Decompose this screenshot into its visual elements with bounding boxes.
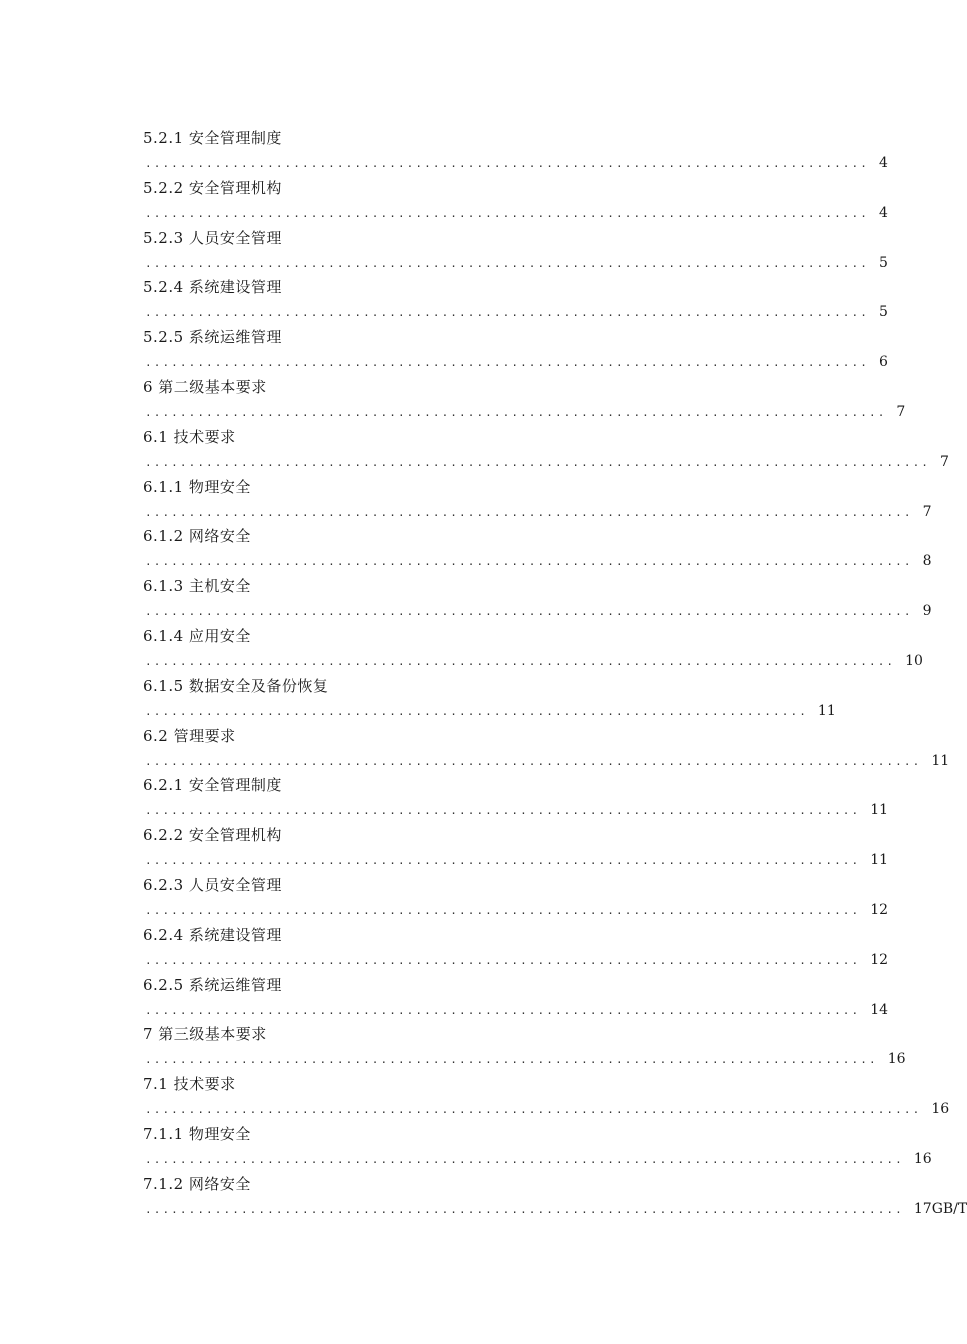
- toc-entry-title[interactable]: 5.2.4 系统建设管理: [143, 278, 282, 297]
- dot-leader: ........................................................................................: [145, 555, 913, 569]
- dot-leader: ..........................................................................................: [145, 455, 931, 469]
- dot-leader: ...................................................................................: [145, 306, 869, 320]
- toc-entry[interactable]: [143, 773, 889, 823]
- toc-entry-leader: [145, 1048, 906, 1070]
- toc-entry[interactable]: [143, 873, 889, 923]
- toc-page-number: 6: [878, 354, 888, 371]
- toc-entry-leader: [145, 949, 888, 971]
- toc-page-number: 11: [931, 752, 950, 769]
- dot-leader: ..................................................................................: [145, 953, 861, 967]
- toc-page-number: 11: [870, 852, 889, 869]
- toc-page-number: 16: [887, 1051, 906, 1068]
- toc-entry[interactable]: [143, 624, 923, 674]
- toc-entry-title[interactable]: 6.1.3 主机安全: [143, 577, 251, 596]
- toc-entry[interactable]: [143, 524, 932, 574]
- dot-leader: ......................................................................................: [145, 654, 896, 668]
- toc-page-number: 12: [870, 951, 889, 968]
- toc-page-number: 4: [878, 204, 888, 221]
- toc-entry-leader: [145, 451, 949, 473]
- toc-entry[interactable]: [143, 375, 906, 425]
- dot-leader: ..................................................................................: [145, 804, 861, 818]
- dot-leader: ............................................................................: [145, 704, 808, 718]
- toc-entry-title[interactable]: 6.1.4 应用安全: [143, 626, 251, 645]
- dot-leader: .........................................................................................: [145, 754, 922, 768]
- toc-entry-title[interactable]: 6.2.4 系统建设管理: [143, 925, 282, 944]
- table-of-contents: [143, 126, 967, 1222]
- toc-page-number: 7: [896, 403, 906, 420]
- toc-entry[interactable]: [143, 176, 888, 226]
- dot-leader: ...................................................................................: [145, 256, 869, 270]
- dot-leader: ...................................................................................: [145, 356, 869, 370]
- toc-entry-title[interactable]: 5.2.1 安全管理制度: [143, 129, 282, 147]
- toc-entry-leader: [145, 999, 888, 1021]
- toc-entry[interactable]: [143, 1122, 932, 1172]
- toc-page-number: 5: [878, 254, 888, 271]
- dot-leader: ........................................................................................: [145, 605, 913, 619]
- toc-entry[interactable]: [143, 226, 888, 276]
- toc-page-number: 9: [922, 603, 932, 620]
- toc-entry-title[interactable]: 7.1 技术要求: [143, 1075, 236, 1094]
- toc-entry-title[interactable]: 6.1.2 网络安全: [143, 527, 251, 546]
- toc-entry-leader: [145, 1198, 967, 1220]
- toc-entry-leader: [145, 252, 888, 274]
- toc-entry-title[interactable]: 5.2.3 人员安全管理: [143, 228, 282, 247]
- toc-page-number: 7: [922, 503, 932, 520]
- toc-entry[interactable]: [143, 1072, 950, 1122]
- toc-page-number: 16: [913, 1150, 932, 1167]
- toc-page-number: 12: [870, 901, 889, 918]
- toc-entry-leader: [145, 401, 905, 423]
- dot-leader: ...................................................................................: [145, 206, 869, 220]
- toc-entry[interactable]: [143, 126, 888, 176]
- toc-entry[interactable]: [143, 973, 889, 1023]
- toc-entry-title[interactable]: 6.1.1 物理安全: [143, 477, 251, 496]
- toc-entry-leader: [145, 799, 888, 821]
- toc-entry-leader: [145, 750, 949, 772]
- toc-entry[interactable]: [143, 674, 836, 724]
- toc-page-number: 17GB/T: [913, 1200, 967, 1217]
- toc-page-number: 7: [940, 453, 949, 470]
- toc-entry[interactable]: [143, 1172, 967, 1222]
- dot-leader: ..................................................................................: [145, 903, 861, 917]
- dot-leader: ........................................................................................: [145, 505, 913, 519]
- dot-leader: ..................................................................................: [145, 854, 861, 868]
- toc-page-number: 11: [817, 702, 836, 719]
- dot-leader: ...................................................................................: [145, 157, 869, 170]
- toc-entry-leader: [145, 301, 888, 323]
- toc-entry-leader: [145, 152, 888, 174]
- dot-leader: .........................................................................................: [145, 1103, 922, 1117]
- toc-entry-leader: [145, 1148, 932, 1170]
- toc-entry-leader: [145, 1098, 949, 1120]
- toc-entry[interactable]: [143, 425, 949, 475]
- dot-leader: .......................................................................................: [145, 1202, 904, 1216]
- dot-leader: ....................................................................................: [145, 1053, 878, 1067]
- toc-entry-leader: [145, 650, 923, 672]
- toc-page-number: 5: [878, 304, 888, 321]
- toc-entry[interactable]: [143, 823, 889, 873]
- toc-entry-title[interactable]: 6.1 技术要求: [143, 427, 236, 446]
- toc-entry[interactable]: [143, 574, 932, 624]
- toc-entry-title[interactable]: 6.2.3 人员安全管理: [143, 875, 282, 894]
- toc-entry[interactable]: [143, 275, 888, 325]
- toc-entry[interactable]: [143, 1022, 906, 1072]
- toc-entry-leader: [145, 202, 888, 224]
- toc-entry-leader: [145, 849, 888, 871]
- toc-entry-title[interactable]: 6.1.5 数据安全及备份恢复: [143, 676, 329, 695]
- toc-entry-title[interactable]: 6.2.5 系统运维管理: [143, 975, 282, 994]
- toc-page-number: 10: [905, 652, 923, 669]
- toc-entry-leader: [145, 700, 836, 722]
- toc-entry-title[interactable]: 7.1.1 物理安全: [143, 1124, 251, 1143]
- toc-entry[interactable]: [143, 923, 889, 973]
- toc-page-number: 8: [922, 553, 932, 570]
- toc-page-number: 11: [870, 802, 889, 819]
- toc-entry-title[interactable]: 6.2 管理要求: [143, 726, 236, 745]
- toc-entry-leader: [145, 550, 932, 572]
- toc-entry[interactable]: [143, 724, 950, 774]
- toc-page-number: 14: [870, 1001, 889, 1018]
- toc-entry-title[interactable]: 6 第二级基本要求: [143, 377, 267, 396]
- dot-leader: .....................................................................................: [145, 405, 887, 419]
- toc-entry-title[interactable]: 6.2.2 安全管理机构: [143, 826, 282, 845]
- dot-leader: .......................................................................................: [145, 1152, 904, 1166]
- toc-page-number: 4: [878, 155, 888, 171]
- toc-entry-title[interactable]: 7.1.2 网络安全: [143, 1174, 251, 1193]
- toc-entry-title[interactable]: 6.2.1 安全管理制度: [143, 776, 282, 795]
- toc-entry-leader: [145, 600, 932, 622]
- toc-page-number: 16: [931, 1101, 950, 1118]
- toc-entry-title[interactable]: 5.2.5 系统运维管理: [143, 328, 282, 347]
- toc-entry[interactable]: [143, 325, 888, 375]
- toc-entry-leader: [145, 899, 888, 921]
- toc-entry-leader: [145, 501, 932, 523]
- toc-entry-title[interactable]: 5.2.2 安全管理机构: [143, 178, 282, 197]
- dot-leader: ..................................................................................: [145, 1003, 861, 1017]
- toc-entry[interactable]: [143, 475, 932, 525]
- toc-entry-leader: [145, 351, 888, 373]
- toc-entry-title[interactable]: 7 第三级基本要求: [143, 1025, 267, 1044]
